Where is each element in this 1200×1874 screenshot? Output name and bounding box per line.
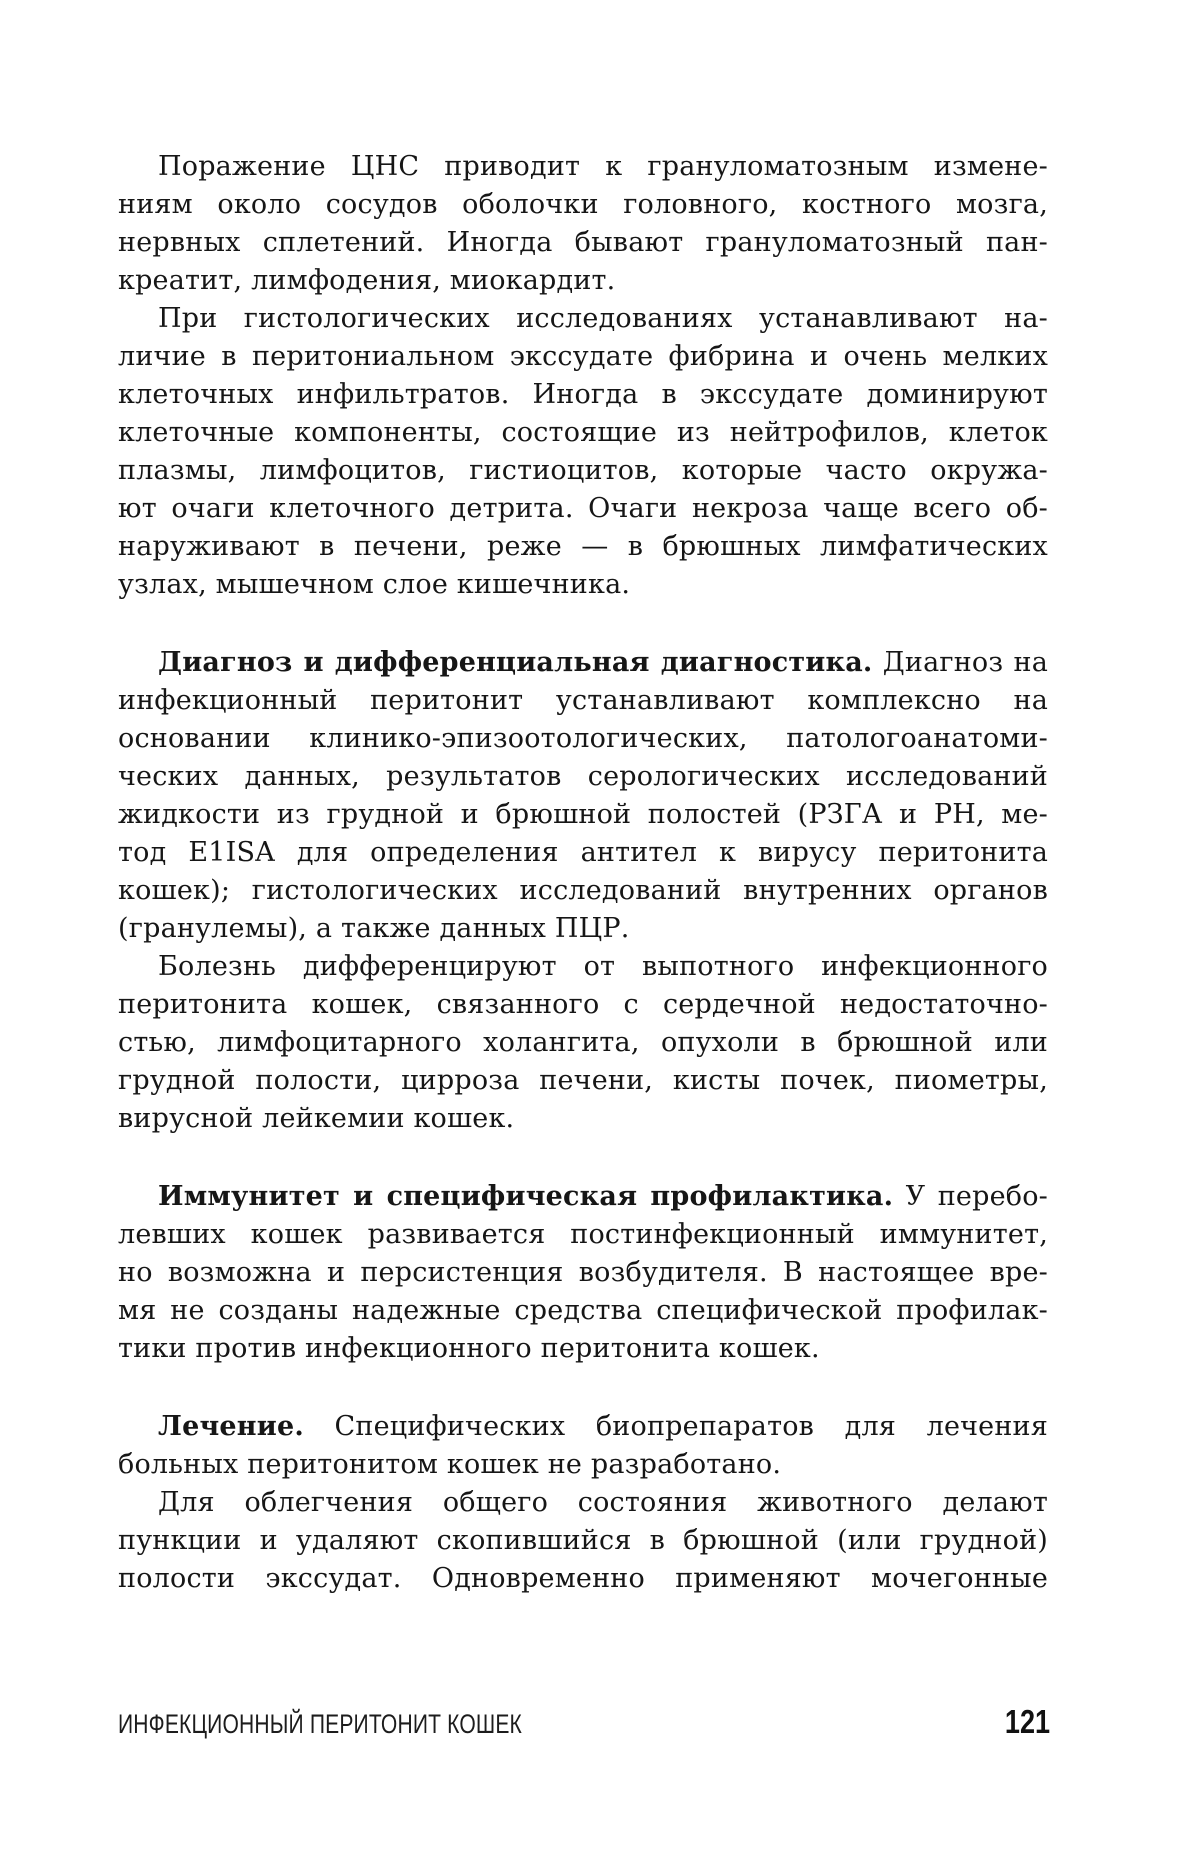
text-line: вирусной лейкемии кошек. bbox=[118, 1103, 515, 1134]
text-line: узлах, мышечном слое кишечника. bbox=[118, 569, 631, 600]
text-line: При гистологических исследованиях устанавливают на- bbox=[158, 303, 1048, 334]
text-line: Диагноз и дифференциальная диагностика. Диагноз на bbox=[158, 647, 1048, 678]
text-line: ниям около сосудов оболочки головного, костного мозга, bbox=[118, 189, 1048, 220]
text-line: (гранулемы), а также данных ПЦР. bbox=[118, 913, 630, 944]
text-line: Болезнь дифференцируют от выпотного инфекционного bbox=[158, 951, 1048, 982]
text-line: левших кошек развивается постинфекционный иммунитет, bbox=[118, 1219, 1048, 1250]
text-line: полости экссудат. Одновременно применяют мочегонные bbox=[118, 1563, 1048, 1594]
text-line: но возможна и персистенция возбудителя. В настоящее вре- bbox=[118, 1257, 1048, 1288]
text-line: Иммунитет и специфическая профилактика. У перебо- bbox=[158, 1181, 1048, 1212]
text-line: жидкости из грудной и брюшной полостей (РЗГА и РН, ме- bbox=[118, 799, 1048, 830]
page-footer bbox=[118, 1703, 1050, 1741]
paragraph bbox=[118, 300, 1048, 604]
text-line: кошек); гистологических исследований внутренних органов bbox=[118, 875, 1048, 906]
text-line: грудной полости, цирроза печени, кисты почек, пиометры, bbox=[118, 1065, 1048, 1096]
section-heading: Иммунитет и специфическая профилактика. bbox=[158, 1181, 894, 1212]
text-line: клеточные компоненты, состоящие из нейтрофилов, клеток bbox=[118, 417, 1048, 448]
page-number: 121 bbox=[1004, 1703, 1050, 1740]
section-heading: Диагноз и дифференциальная диагностика. bbox=[158, 647, 873, 678]
text-line: ют очаги клеточного детрита. Очаги некроза чаще всего об- bbox=[118, 493, 1048, 524]
text-line: наруживают в печени, реже — в брюшных лимфатических bbox=[118, 531, 1048, 562]
text-line: мя не созданы надежные средства специфической профилак- bbox=[118, 1295, 1048, 1326]
paragraph bbox=[118, 1484, 1048, 1598]
text-line: пункции и удаляют скопившийся в брюшной (или грудной) bbox=[118, 1525, 1048, 1556]
paragraph bbox=[118, 948, 1048, 1138]
text-line: Для облегчения общего состояния животного делают bbox=[158, 1487, 1048, 1518]
text-line: основании клинико-эпизоотологических, патологоанатоми- bbox=[118, 723, 1048, 754]
text-line: инфекционный перитонит устанавливают комплексно на bbox=[118, 685, 1048, 716]
paragraph bbox=[118, 1178, 1048, 1368]
text-block bbox=[118, 148, 1048, 1598]
text-line: нервных сплетений. Иногда бывают грануломатозный пан- bbox=[118, 227, 1048, 258]
text-line: личие в перитониальном экссудате фибрина и очень мелких bbox=[118, 341, 1048, 372]
text-line: Лечение. Специфических биопрепаратов для лечения bbox=[158, 1411, 1048, 1442]
text-line: стью, лимфоцитарного холангита, опухоли в брюшной или bbox=[118, 1027, 1048, 1058]
section-heading: Лечение. bbox=[158, 1411, 304, 1442]
paragraph bbox=[118, 148, 1048, 300]
text-line: креатит, лимфодения, миокардит. bbox=[118, 265, 616, 296]
text-line: больных перитонитом кошек не разработано. bbox=[118, 1449, 782, 1480]
text-line: плазмы, лимфоцитов, гистиоцитов, которые часто окружа- bbox=[118, 455, 1048, 486]
text-line: тод Е1ISA для определения антител к вирусу перитонита bbox=[118, 837, 1048, 868]
text-line: Поражение ЦНС приводит к грануломатозным измене- bbox=[158, 151, 1048, 182]
text-line: тики против инфекционного перитонита кошек. bbox=[118, 1333, 820, 1364]
running-title: ИНФЕКЦИОННЫЙ ПЕРИТОНИТ КОШЕК bbox=[118, 1709, 522, 1739]
paragraph bbox=[118, 1408, 1048, 1484]
text-line: клеточных инфильтратов. Иногда в экссудате доминируют bbox=[118, 379, 1048, 410]
paragraph bbox=[118, 644, 1048, 948]
text-line: ческих данных, результатов серологических исследований bbox=[118, 761, 1048, 792]
text-line: перитонита кошек, связанного с сердечной недостаточно- bbox=[118, 989, 1048, 1020]
